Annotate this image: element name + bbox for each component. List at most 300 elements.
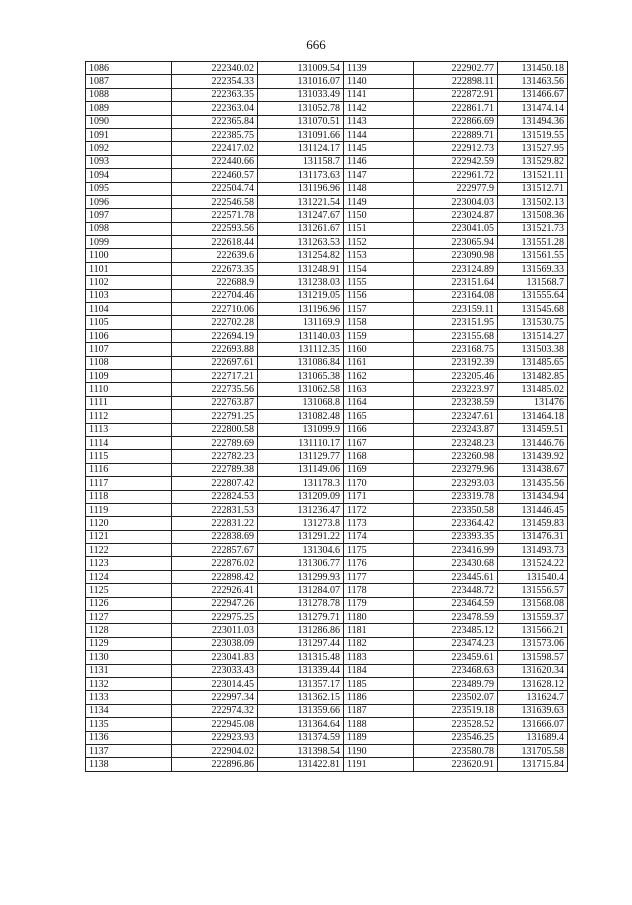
table-row <box>86 731 568 744</box>
x-coordinate-cell: 222365.84 <box>172 115 258 128</box>
point-number-cell: 1156 <box>344 289 414 302</box>
point-number-cell: 1172 <box>344 503 414 516</box>
x-coordinate-cell: 223065.94 <box>414 236 498 249</box>
point-number-cell: 1149 <box>344 195 414 208</box>
point-number-cell: 1126 <box>86 597 172 610</box>
table-row <box>86 758 568 771</box>
x-coordinate-cell: 222697.61 <box>172 356 258 369</box>
x-coordinate-cell: 222673.35 <box>172 262 258 275</box>
point-number-cell: 1110 <box>86 383 172 396</box>
x-coordinate-cell: 222947.26 <box>172 597 258 610</box>
point-number-cell: 1163 <box>344 383 414 396</box>
x-coordinate-cell: 223038.09 <box>172 637 258 650</box>
point-number-cell: 1090 <box>86 115 172 128</box>
x-coordinate-cell: 223528.52 <box>414 718 498 731</box>
y-coordinate-cell: 131261.67 <box>258 222 344 235</box>
y-coordinate-cell: 131065.38 <box>258 369 344 382</box>
table-row <box>86 597 568 610</box>
x-coordinate-cell: 222460.57 <box>172 169 258 182</box>
x-coordinate-cell: 222618.44 <box>172 236 258 249</box>
x-coordinate-cell: 222735.56 <box>172 383 258 396</box>
y-coordinate-cell: 131086.84 <box>258 356 344 369</box>
table-row <box>86 75 568 88</box>
table-row <box>86 102 568 115</box>
y-coordinate-cell: 131439.92 <box>498 450 568 463</box>
x-coordinate-cell: 222902.77 <box>414 62 498 75</box>
y-coordinate-cell: 131524.22 <box>498 557 568 570</box>
x-coordinate-cell: 223011.03 <box>172 624 258 637</box>
point-number-cell: 1164 <box>344 396 414 409</box>
x-coordinate-cell: 223041.05 <box>414 222 498 235</box>
table-row <box>86 436 568 449</box>
y-coordinate-cell: 131149.06 <box>258 463 344 476</box>
y-coordinate-cell: 131446.76 <box>498 436 568 449</box>
y-coordinate-cell: 131508.36 <box>498 209 568 222</box>
x-coordinate-cell: 222876.02 <box>172 557 258 570</box>
table-row <box>86 517 568 530</box>
point-number-cell: 1153 <box>344 249 414 262</box>
y-coordinate-cell: 131494.36 <box>498 115 568 128</box>
table-row <box>86 396 568 409</box>
point-number-cell: 1171 <box>344 490 414 503</box>
point-number-cell: 1102 <box>86 276 172 289</box>
y-coordinate-cell: 131254.82 <box>258 249 344 262</box>
y-coordinate-cell: 131357.17 <box>258 677 344 690</box>
y-coordinate-cell: 131568.08 <box>498 597 568 610</box>
point-number-cell: 1104 <box>86 303 172 316</box>
table-row <box>86 303 568 316</box>
table-row <box>86 744 568 757</box>
x-coordinate-cell: 222926.41 <box>172 584 258 597</box>
point-number-cell: 1180 <box>344 611 414 624</box>
x-coordinate-cell: 222997.34 <box>172 691 258 704</box>
x-coordinate-cell: 223464.59 <box>414 597 498 610</box>
point-number-cell: 1140 <box>344 75 414 88</box>
table-row <box>86 651 568 664</box>
y-coordinate-cell: 131016.07 <box>258 75 344 88</box>
x-coordinate-cell: 222800.58 <box>172 423 258 436</box>
point-number-cell: 1189 <box>344 731 414 744</box>
point-number-cell: 1152 <box>344 236 414 249</box>
point-number-cell: 1173 <box>344 517 414 530</box>
x-coordinate-cell: 223393.35 <box>414 530 498 543</box>
point-number-cell: 1097 <box>86 209 172 222</box>
y-coordinate-cell: 131521.11 <box>498 169 568 182</box>
y-coordinate-cell: 131173.63 <box>258 169 344 182</box>
point-number-cell: 1092 <box>86 142 172 155</box>
y-coordinate-cell: 131521.73 <box>498 222 568 235</box>
y-coordinate-cell: 131435.56 <box>498 477 568 490</box>
point-number-cell: 1184 <box>344 664 414 677</box>
x-coordinate-cell: 223416.99 <box>414 544 498 557</box>
table-row <box>86 530 568 543</box>
y-coordinate-cell: 131248.91 <box>258 262 344 275</box>
x-coordinate-cell: 223248.23 <box>414 436 498 449</box>
y-coordinate-cell: 131124.17 <box>258 142 344 155</box>
table-row <box>86 544 568 557</box>
point-number-cell: 1167 <box>344 436 414 449</box>
x-coordinate-cell: 223620.91 <box>414 758 498 771</box>
y-coordinate-cell: 131359.66 <box>258 704 344 717</box>
y-coordinate-cell: 131624.7 <box>498 691 568 704</box>
point-number-cell: 1157 <box>344 303 414 316</box>
point-number-cell: 1106 <box>86 329 172 342</box>
point-number-cell: 1088 <box>86 88 172 101</box>
x-coordinate-cell: 222807.42 <box>172 477 258 490</box>
y-coordinate-cell: 131068.8 <box>258 396 344 409</box>
point-number-cell: 1119 <box>86 503 172 516</box>
x-coordinate-cell: 222593.56 <box>172 222 258 235</box>
point-number-cell: 1179 <box>344 597 414 610</box>
table-row <box>86 369 568 382</box>
y-coordinate-cell: 131569.33 <box>498 262 568 275</box>
y-coordinate-cell: 131009.54 <box>258 62 344 75</box>
point-number-cell: 1178 <box>344 584 414 597</box>
x-coordinate-cell: 223033.43 <box>172 664 258 677</box>
point-number-cell: 1108 <box>86 356 172 369</box>
y-coordinate-cell: 131238.03 <box>258 276 344 289</box>
point-number-cell: 1134 <box>86 704 172 717</box>
point-number-cell: 1145 <box>344 142 414 155</box>
y-coordinate-cell: 131070.51 <box>258 115 344 128</box>
x-coordinate-cell: 222904.02 <box>172 744 258 757</box>
x-coordinate-cell: 222889.71 <box>414 128 498 141</box>
x-coordinate-cell: 223151.64 <box>414 276 498 289</box>
y-coordinate-cell: 131530.75 <box>498 316 568 329</box>
point-number-cell: 1133 <box>86 691 172 704</box>
y-coordinate-cell: 131196.96 <box>258 182 344 195</box>
x-coordinate-cell: 223502.07 <box>414 691 498 704</box>
y-coordinate-cell: 131620.34 <box>498 664 568 677</box>
y-coordinate-cell: 131286.86 <box>258 624 344 637</box>
x-coordinate-cell: 223485.12 <box>414 624 498 637</box>
point-number-cell: 1138 <box>86 758 172 771</box>
x-coordinate-cell: 222824.53 <box>172 490 258 503</box>
table-row <box>86 128 568 141</box>
y-coordinate-cell: 131236.47 <box>258 503 344 516</box>
table-row <box>86 557 568 570</box>
x-coordinate-cell: 222504.74 <box>172 182 258 195</box>
point-number-cell: 1109 <box>86 369 172 382</box>
x-coordinate-cell: 223004.03 <box>414 195 498 208</box>
x-coordinate-cell: 223192.39 <box>414 356 498 369</box>
table-row <box>86 611 568 624</box>
table-row <box>86 62 568 75</box>
x-coordinate-cell: 222385.75 <box>172 128 258 141</box>
y-coordinate-cell: 131555.64 <box>498 289 568 302</box>
x-coordinate-cell: 222717.21 <box>172 369 258 382</box>
x-coordinate-cell: 223580.78 <box>414 744 498 757</box>
y-coordinate-cell: 131209.09 <box>258 490 344 503</box>
x-coordinate-cell: 222974.32 <box>172 704 258 717</box>
table-row <box>86 276 568 289</box>
y-coordinate-cell: 131715.84 <box>498 758 568 771</box>
y-coordinate-cell: 131476.31 <box>498 530 568 543</box>
point-number-cell: 1100 <box>86 249 172 262</box>
y-coordinate-cell: 131556.57 <box>498 584 568 597</box>
x-coordinate-cell: 222831.22 <box>172 517 258 530</box>
x-coordinate-cell: 222340.02 <box>172 62 258 75</box>
point-number-cell: 1146 <box>344 155 414 168</box>
table-row <box>86 356 568 369</box>
x-coordinate-cell: 223168.75 <box>414 343 498 356</box>
table-row <box>86 664 568 677</box>
x-coordinate-cell: 222898.42 <box>172 570 258 583</box>
y-coordinate-cell: 131551.28 <box>498 236 568 249</box>
point-number-cell: 1161 <box>344 356 414 369</box>
point-number-cell: 1162 <box>344 369 414 382</box>
x-coordinate-cell: 222789.38 <box>172 463 258 476</box>
y-coordinate-cell: 131052.78 <box>258 102 344 115</box>
coordinates-table <box>85 61 568 772</box>
x-coordinate-cell: 222363.04 <box>172 102 258 115</box>
y-coordinate-cell: 131598.57 <box>498 651 568 664</box>
x-coordinate-cell: 222694.19 <box>172 329 258 342</box>
y-coordinate-cell: 131561.55 <box>498 249 568 262</box>
point-number-cell: 1123 <box>86 557 172 570</box>
y-coordinate-cell: 131140.03 <box>258 329 344 342</box>
x-coordinate-cell: 222639.6 <box>172 249 258 262</box>
point-number-cell: 1101 <box>86 262 172 275</box>
point-number-cell: 1137 <box>86 744 172 757</box>
y-coordinate-cell: 131450.18 <box>498 62 568 75</box>
y-coordinate-cell: 131219.05 <box>258 289 344 302</box>
x-coordinate-cell: 222975.25 <box>172 611 258 624</box>
x-coordinate-cell: 223024.87 <box>414 209 498 222</box>
y-coordinate-cell: 131482.85 <box>498 369 568 382</box>
point-number-cell: 1127 <box>86 611 172 624</box>
y-coordinate-cell: 131062.58 <box>258 383 344 396</box>
y-coordinate-cell: 131512.71 <box>498 182 568 195</box>
point-number-cell: 1129 <box>86 637 172 650</box>
point-number-cell: 1099 <box>86 236 172 249</box>
point-number-cell: 1125 <box>86 584 172 597</box>
x-coordinate-cell: 223155.68 <box>414 329 498 342</box>
x-coordinate-cell: 222571.78 <box>172 209 258 222</box>
table-row <box>86 503 568 516</box>
y-coordinate-cell: 131178.3 <box>258 477 344 490</box>
y-coordinate-cell: 131559.37 <box>498 611 568 624</box>
point-number-cell: 1089 <box>86 102 172 115</box>
y-coordinate-cell: 131545.68 <box>498 303 568 316</box>
y-coordinate-cell: 131279.71 <box>258 611 344 624</box>
table-row <box>86 343 568 356</box>
point-number-cell: 1118 <box>86 490 172 503</box>
y-coordinate-cell: 131493.73 <box>498 544 568 557</box>
y-coordinate-cell: 131273.8 <box>258 517 344 530</box>
point-number-cell: 1120 <box>86 517 172 530</box>
x-coordinate-cell: 223205.46 <box>414 369 498 382</box>
y-coordinate-cell: 131466.67 <box>498 88 568 101</box>
y-coordinate-cell: 131502.13 <box>498 195 568 208</box>
x-coordinate-cell: 223448.72 <box>414 584 498 597</box>
y-coordinate-cell: 131082.48 <box>258 410 344 423</box>
point-number-cell: 1116 <box>86 463 172 476</box>
x-coordinate-cell: 222704.46 <box>172 289 258 302</box>
y-coordinate-cell: 131315.48 <box>258 651 344 664</box>
y-coordinate-cell: 131284.07 <box>258 584 344 597</box>
y-coordinate-cell: 131689.4 <box>498 731 568 744</box>
point-number-cell: 1142 <box>344 102 414 115</box>
x-coordinate-cell: 222789.69 <box>172 436 258 449</box>
table-row <box>86 450 568 463</box>
point-number-cell: 1175 <box>344 544 414 557</box>
y-coordinate-cell: 131112.35 <box>258 343 344 356</box>
point-number-cell: 1130 <box>86 651 172 664</box>
point-number-cell: 1113 <box>86 423 172 436</box>
y-coordinate-cell: 131196.96 <box>258 303 344 316</box>
x-coordinate-cell: 222702.28 <box>172 316 258 329</box>
point-number-cell: 1093 <box>86 155 172 168</box>
x-coordinate-cell: 223260.98 <box>414 450 498 463</box>
point-number-cell: 1131 <box>86 664 172 677</box>
y-coordinate-cell: 131573.06 <box>498 637 568 650</box>
x-coordinate-cell: 222440.66 <box>172 155 258 168</box>
y-coordinate-cell: 131364.64 <box>258 718 344 731</box>
y-coordinate-cell: 131540.4 <box>498 570 568 583</box>
y-coordinate-cell: 131398.54 <box>258 744 344 757</box>
x-coordinate-cell: 223350.58 <box>414 503 498 516</box>
point-number-cell: 1169 <box>344 463 414 476</box>
table-row <box>86 262 568 275</box>
y-coordinate-cell: 131278.78 <box>258 597 344 610</box>
x-coordinate-cell: 223159.11 <box>414 303 498 316</box>
y-coordinate-cell: 131306.77 <box>258 557 344 570</box>
point-number-cell: 1181 <box>344 624 414 637</box>
y-coordinate-cell: 131463.56 <box>498 75 568 88</box>
x-coordinate-cell: 222363.35 <box>172 88 258 101</box>
table-row <box>86 477 568 490</box>
x-coordinate-cell: 223124.89 <box>414 262 498 275</box>
point-number-cell: 1177 <box>344 570 414 583</box>
point-number-cell: 1159 <box>344 329 414 342</box>
point-number-cell: 1148 <box>344 182 414 195</box>
point-number-cell: 1098 <box>86 222 172 235</box>
y-coordinate-cell: 131033.49 <box>258 88 344 101</box>
x-coordinate-cell: 222898.11 <box>414 75 498 88</box>
point-number-cell: 1087 <box>86 75 172 88</box>
y-coordinate-cell: 131519.55 <box>498 128 568 141</box>
x-coordinate-cell: 222872.91 <box>414 88 498 101</box>
point-number-cell: 1128 <box>86 624 172 637</box>
x-coordinate-cell: 222782.23 <box>172 450 258 463</box>
x-coordinate-cell: 222961.72 <box>414 169 498 182</box>
x-coordinate-cell: 223151.95 <box>414 316 498 329</box>
table-row <box>86 329 568 342</box>
y-coordinate-cell: 131158.7 <box>258 155 344 168</box>
y-coordinate-cell: 131568.7 <box>498 276 568 289</box>
y-coordinate-cell: 131446.45 <box>498 503 568 516</box>
x-coordinate-cell: 222857.67 <box>172 544 258 557</box>
table-row <box>86 691 568 704</box>
table-row <box>86 423 568 436</box>
y-coordinate-cell: 131291.22 <box>258 530 344 543</box>
table-row <box>86 410 568 423</box>
y-coordinate-cell: 131464.18 <box>498 410 568 423</box>
x-coordinate-cell: 222923.93 <box>172 731 258 744</box>
table-row <box>86 236 568 249</box>
table-row <box>86 289 568 302</box>
point-number-cell: 1174 <box>344 530 414 543</box>
point-number-cell: 1136 <box>86 731 172 744</box>
point-number-cell: 1147 <box>344 169 414 182</box>
point-number-cell: 1190 <box>344 744 414 757</box>
x-coordinate-cell: 222831.53 <box>172 503 258 516</box>
point-number-cell: 1188 <box>344 718 414 731</box>
point-number-cell: 1182 <box>344 637 414 650</box>
table-row <box>86 584 568 597</box>
table-row <box>86 490 568 503</box>
y-coordinate-cell: 131434.94 <box>498 490 568 503</box>
y-coordinate-cell: 131297.44 <box>258 637 344 650</box>
table-row <box>86 637 568 650</box>
x-coordinate-cell: 222838.69 <box>172 530 258 543</box>
x-coordinate-cell: 222977.9 <box>414 182 498 195</box>
point-number-cell: 1117 <box>86 477 172 490</box>
point-number-cell: 1144 <box>344 128 414 141</box>
table-row <box>86 222 568 235</box>
point-number-cell: 1166 <box>344 423 414 436</box>
point-number-cell: 1105 <box>86 316 172 329</box>
x-coordinate-cell: 223430.68 <box>414 557 498 570</box>
y-coordinate-cell: 131221.54 <box>258 195 344 208</box>
table-row <box>86 383 568 396</box>
y-coordinate-cell: 131339.44 <box>258 664 344 677</box>
table-row <box>86 142 568 155</box>
x-coordinate-cell: 223293.03 <box>414 477 498 490</box>
x-coordinate-cell: 223238.59 <box>414 396 498 409</box>
x-coordinate-cell: 222791.25 <box>172 410 258 423</box>
table-row <box>86 316 568 329</box>
point-number-cell: 1122 <box>86 544 172 557</box>
y-coordinate-cell: 131304.6 <box>258 544 344 557</box>
y-coordinate-cell: 131514.27 <box>498 329 568 342</box>
point-number-cell: 1165 <box>344 410 414 423</box>
x-coordinate-cell: 223014.45 <box>172 677 258 690</box>
point-number-cell: 1094 <box>86 169 172 182</box>
table-row <box>86 209 568 222</box>
x-coordinate-cell: 223459.61 <box>414 651 498 664</box>
x-coordinate-cell: 222546.58 <box>172 195 258 208</box>
x-coordinate-cell: 222763.87 <box>172 396 258 409</box>
point-number-cell: 1114 <box>86 436 172 449</box>
x-coordinate-cell: 222861.71 <box>414 102 498 115</box>
y-coordinate-cell: 131299.93 <box>258 570 344 583</box>
x-coordinate-cell: 222866.69 <box>414 115 498 128</box>
point-number-cell: 1143 <box>344 115 414 128</box>
x-coordinate-cell: 223468.63 <box>414 664 498 677</box>
point-number-cell: 1170 <box>344 477 414 490</box>
page-number: 666 <box>306 37 326 52</box>
point-number-cell: 1186 <box>344 691 414 704</box>
point-number-cell: 1124 <box>86 570 172 583</box>
point-number-cell: 1187 <box>344 704 414 717</box>
y-coordinate-cell: 131362.15 <box>258 691 344 704</box>
point-number-cell: 1086 <box>86 62 172 75</box>
y-coordinate-cell: 131110.17 <box>258 436 344 449</box>
point-number-cell: 1151 <box>344 222 414 235</box>
point-number-cell: 1095 <box>86 182 172 195</box>
point-number-cell: 1168 <box>344 450 414 463</box>
x-coordinate-cell: 223474.23 <box>414 637 498 650</box>
table-row <box>86 249 568 262</box>
point-number-cell: 1111 <box>86 396 172 409</box>
table-row <box>86 155 568 168</box>
x-coordinate-cell: 223364.42 <box>414 517 498 530</box>
y-coordinate-cell: 131459.83 <box>498 517 568 530</box>
y-coordinate-cell: 131169.9 <box>258 316 344 329</box>
x-coordinate-cell: 223164.08 <box>414 289 498 302</box>
